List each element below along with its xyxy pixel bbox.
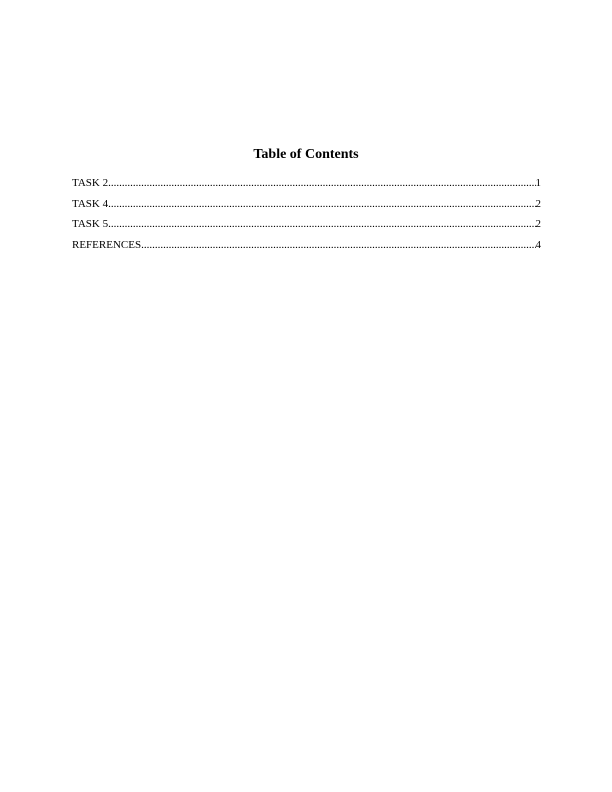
toc-entry[interactable] [72, 238, 541, 259]
toc-entry-page: 2 [535, 218, 541, 230]
toc-entry-page: 4 [535, 238, 541, 251]
toc-entry-page: 1 [535, 177, 541, 189]
toc-entry-label: TASK 5 [72, 218, 109, 230]
toc-leader-dots [108, 176, 535, 190]
toc-entry-page: 2 [535, 197, 541, 210]
toc-leader-dots [141, 238, 535, 252]
toc-list [72, 176, 541, 258]
toc-leader-dots [108, 197, 535, 211]
toc-entry[interactable] [72, 197, 541, 218]
toc-entry-label: TASK 2 [72, 177, 109, 189]
toc-entry[interactable] [72, 176, 541, 197]
toc-entry[interactable] [72, 217, 541, 238]
toc-title: Table of Contents [253, 147, 359, 162]
toc-entry-label: TASK 4 [72, 197, 109, 210]
toc-entry-label: REFERENCES [72, 238, 142, 251]
toc-leader-dots [108, 217, 535, 231]
